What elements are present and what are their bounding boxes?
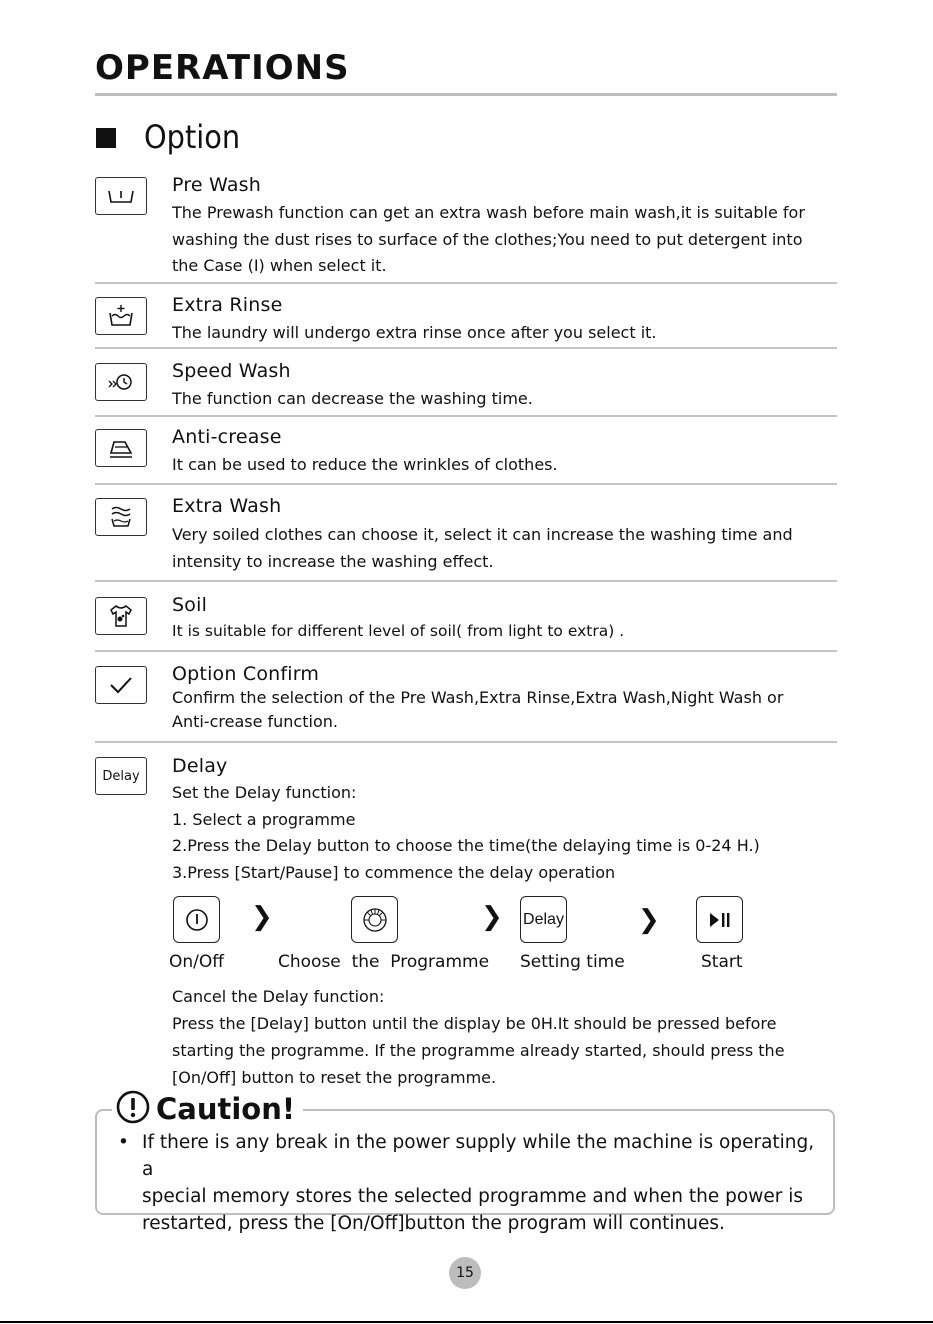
section-square-marker xyxy=(96,128,116,148)
power-icon xyxy=(173,896,220,943)
extra-rinse-icon xyxy=(95,297,147,335)
option-title-extra-rinse: Extra Rinse xyxy=(172,294,283,316)
page-header: OPERATIONS xyxy=(95,48,350,88)
prewash-tub-icon xyxy=(95,177,147,215)
bullet: • xyxy=(118,1132,129,1153)
step-label-setting-time: Setting time xyxy=(520,952,625,972)
chevron-right-icon: ❯ xyxy=(481,902,503,932)
option-title-confirm: Option Confirm xyxy=(172,663,320,685)
option-desc-confirm: Confirm the selection of the Pre Wash,Extra Rinse,Extra Wash,Night Wash or Anti-crease function. xyxy=(172,688,784,731)
divider xyxy=(95,415,837,417)
option-desc-extra-wash: Very soiled clothes can choose it, select it can increase the washing time and intensity to increase the washing effect. xyxy=(172,525,793,571)
option-title-soil: Soil xyxy=(172,594,208,616)
step-label-programme: Choose the Programme xyxy=(278,952,490,972)
extra-wash-icon xyxy=(95,498,147,536)
divider xyxy=(95,483,837,485)
cancel-delay-text: Cancel the Delay function: Press the [Delay] button until the display be 0H.It should be pressed before starting the programme. If the programme already started, should press the [On/Off] button to reset the programme. xyxy=(172,987,785,1087)
option-desc-speed-wash: The function can decrease the washing time. xyxy=(172,389,533,408)
soil-shirt-icon xyxy=(95,597,147,635)
header-divider xyxy=(95,93,837,96)
option-desc-prewash: The Prewash function can get an extra wash before main wash,it is suitable for washing the dust rises to surface of the clothes;You need to put detergent into the Case (I) when select it. xyxy=(172,203,805,275)
caution-header xyxy=(112,1090,303,1128)
warning-icon xyxy=(116,1090,150,1128)
option-title-speed-wash: Speed Wash xyxy=(172,360,291,382)
option-title-delay: Delay xyxy=(172,755,228,777)
chevron-right-icon: ❯ xyxy=(251,902,273,932)
page-number: 15 xyxy=(449,1257,481,1289)
option-desc-anti-crease: It can be used to reduce the wrinkles of clothes. xyxy=(172,455,558,474)
section-title: Option xyxy=(144,118,241,156)
option-desc-soil: It is suitable for different level of soil( from light to extra) . xyxy=(172,622,625,640)
divider xyxy=(95,650,837,652)
divider xyxy=(95,580,837,582)
delay-label-icon: Delay xyxy=(95,757,147,795)
option-desc-extra-rinse: The laundry will undergo extra rinse once after you select it. xyxy=(172,323,657,342)
divider xyxy=(95,282,837,284)
page-bottom-border xyxy=(0,1321,933,1323)
step-label-onoff: On/Off xyxy=(169,952,224,972)
chevron-right-icon: ❯ xyxy=(638,905,660,935)
play-pause-icon xyxy=(696,896,743,943)
caution-title: Caution! xyxy=(156,1092,296,1126)
iron-icon xyxy=(95,429,147,467)
checkmark-icon xyxy=(95,666,147,704)
speed-wash-icon xyxy=(95,363,147,401)
option-title-anti-crease: Anti-crease xyxy=(172,426,282,448)
divider xyxy=(95,741,837,743)
divider xyxy=(95,347,837,349)
option-desc-delay: Set the Delay function: 1. Select a programme 2.Press the Delay button to choose the time(the delaying time is 0-24 H.) 3.Press [Start/Pause] to commence the delay operation xyxy=(172,783,760,882)
step-label-start: Start xyxy=(701,952,743,972)
caution-text: • If there is any break in the power supply while the machine is operating, a special memory stores the selected programme and when the power is restarted, press the [On/Off]button the program will continues. xyxy=(118,1129,818,1237)
option-title-prewash: Pre Wash xyxy=(172,174,262,196)
option-title-extra-wash: Extra Wash xyxy=(172,495,282,517)
programme-dial-icon xyxy=(351,896,398,943)
delay-button-icon: Delay xyxy=(520,896,567,943)
